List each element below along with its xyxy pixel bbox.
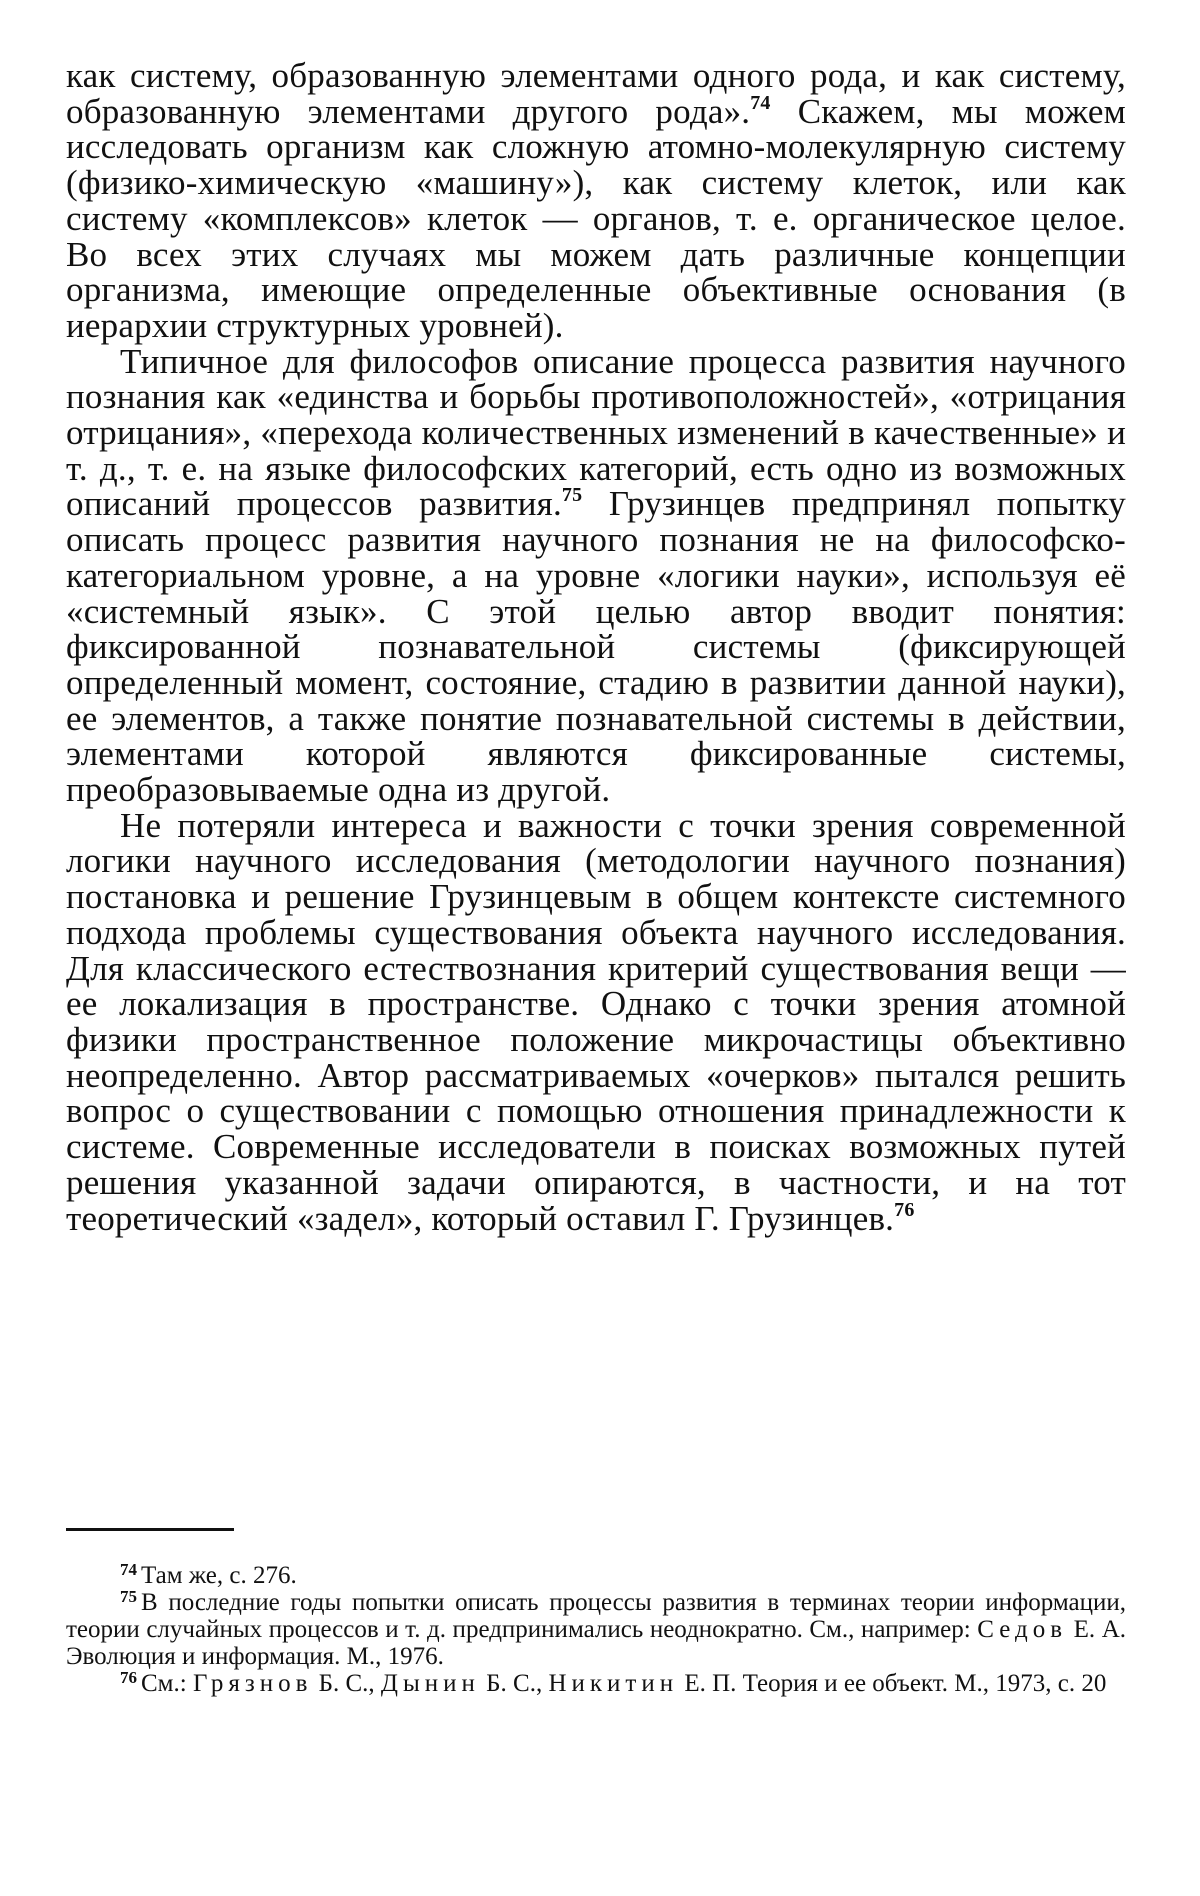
paragraph-text: Скажем, мы можем исследовать организм как сложную атомно-молекулярную систему (физико-химическую «машину»), как систему клеток, или как систему «комплексов» клеток — органов, т. е. органическое целое. Во всех этих случаях мы можем дать различные концепции организма, имеющие определенные объективные основания (в иерархии структурных уровней). bbox=[66, 91, 1126, 345]
footnote-author: Седов bbox=[977, 1616, 1068, 1643]
paragraph-text: Не потеряли интереса и важности с точки зрения современной логики научного исследования (методологии научного познания) постановка и решение Грузинцевым в общем контексте системного подхода проблемы существования объекта научного исследования. Для классического естествознания критерий существования вещи — ее локализация в пространстве. Однако с точки зрения атомной физики пространственное положение микрочастицы объективно неопределенно. Автор рассматриваемых «очерков» пытался решить вопрос о существовании с помощью отношения принадлежности к системе. Современные исследователи в поисках возможных путей решения указанной задачи опираются, в частности, и на тот теоретический «задел», который оставил Г. Грузинцев. bbox=[66, 805, 1126, 1238]
footnote-text: См.: bbox=[141, 1670, 193, 1697]
footnote-text: Там же, с. 276. bbox=[141, 1562, 297, 1589]
footnote-ref-74: 74 bbox=[750, 91, 771, 114]
main-text bbox=[66, 58, 1126, 1236]
footnote-number: 74 bbox=[120, 1560, 137, 1579]
footnote-author: Дынин bbox=[380, 1670, 480, 1697]
footnote-ref-76: 76 bbox=[894, 1198, 915, 1221]
footnote-text: В последние годы попытки описать процессы развития в терминах теории информации, теории случайных процессов и т. д. предпринимались неоднократно. См., например: bbox=[66, 1589, 1126, 1643]
book-page bbox=[66, 56, 1127, 1697]
footnote-74 bbox=[66, 1562, 1126, 1589]
paragraph-text: Грузинцев предпринял попытку описать процесс развития научного познания не на философско-категориальном уровне, а на уровне «логики науки», используя её «системный язык». С этой целью автор вводит понятия: фиксированной познавательной системы (фиксирующей определенный момент, состояние, стадию в развитии данной науки), ее элементов, а также понятие познавательной системы в действии, элементами которой являются фиксированные системы, преобразовываемые одна из другой. bbox=[66, 484, 1126, 810]
footnote-number: 76 bbox=[120, 1668, 137, 1687]
paragraph-continuation bbox=[66, 58, 1126, 344]
paragraph-3 bbox=[66, 805, 1126, 1238]
footnote-text: Б. С., bbox=[479, 1670, 549, 1697]
paragraph-text: Типичное для философов описание процесса развития научного познания как «единства и борьбы противоположностей», «отрицания отрицания», «перехода количественных изменений в качественные» и т. д., т. е. на языке философских категорий, есть одно из возможных описаний процессов развития. bbox=[66, 341, 1126, 524]
footnote-76 bbox=[66, 1670, 1126, 1697]
footnote-ref-75: 75 bbox=[561, 484, 583, 507]
paragraph-text: как систему, образованную элементами одного рода, и как систему, образованную элементами другого рода». bbox=[66, 56, 1126, 131]
footnote-text: Е. П. Теория и ее объект. М., 1973, с. 20 bbox=[678, 1670, 1107, 1697]
footnotes bbox=[66, 1562, 1126, 1697]
paragraph-2 bbox=[66, 341, 1126, 810]
footnote-author: Грязнов bbox=[192, 1670, 313, 1697]
footnote-75 bbox=[66, 1589, 1126, 1670]
footnote-separator bbox=[66, 1528, 234, 1531]
footnote-author: Никитин bbox=[548, 1670, 679, 1697]
footnote-number: 75 bbox=[120, 1587, 137, 1606]
footnote-text: Б. С., bbox=[312, 1670, 381, 1697]
footnote-text: Е. А. Эволюция и информация. М., 1976. bbox=[66, 1616, 1127, 1670]
